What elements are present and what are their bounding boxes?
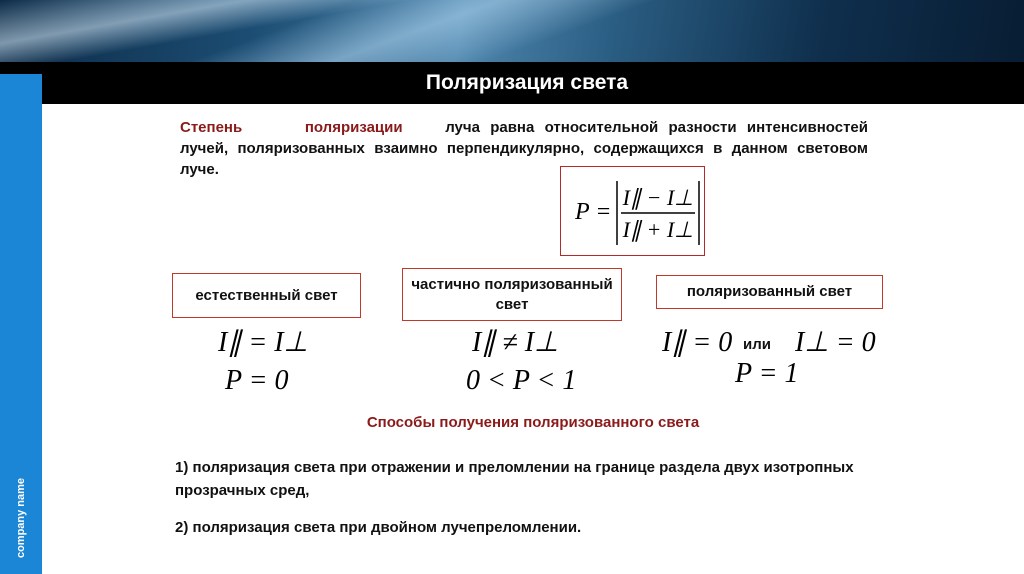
definition-term-2: поляризации [304,119,403,136]
methods-title: Способы получения поляризованного света [366,414,700,431]
formula-box [560,166,705,256]
case-polarized-eq1a: I∥ = 0 [662,327,733,358]
case-partial-eq1: I∥ ≠ I⊥ [472,327,559,358]
method-item-2: 2) поляризация света при двойном лучепреломлении. [175,519,582,536]
header-banner-image [0,0,1024,62]
case-polarized-eq1b: I⊥ = 0 [795,327,876,358]
company-name-label [3,470,39,565]
definition-term-1: Степень [180,119,243,136]
definition-paragraph [180,117,868,180]
formula-denominator: I∥ + I⊥ [622,217,694,242]
case-box-polarized [656,275,883,309]
case-partial-eq2: 0 < P < 1 [466,365,577,396]
slide-title: Поляризация света [425,71,629,94]
company-name-text: company name [15,477,27,558]
case-label-partial: частично поляризованный свет [411,275,613,313]
formula-numerator: I∥ − I⊥ [622,185,694,210]
case-natural-eq2: P = 0 [225,365,289,396]
case-natural-eq1: I∥ = I⊥ [218,327,308,358]
polarization-formula [561,167,706,257]
case-label-polarized: поляризованный свет [686,283,853,300]
case-box-natural [172,273,361,318]
definition-text: луча равна относительной разности интенсивностей лучей, поляризованных взаимно перпендикулярно, содержащихся в данном световом луче. [180,119,868,178]
case-label-natural: естественный свет [195,286,338,304]
formula-lhs: P = [575,199,612,225]
case-polarized-eq2: P = 1 [735,358,799,389]
method-item-1: 1) поляризация света при отражении и преломлении на границе раздела двух изотропных прозрачных сред, [175,459,854,499]
case-box-partial [402,268,622,321]
case-polarized-or: или [743,336,771,353]
